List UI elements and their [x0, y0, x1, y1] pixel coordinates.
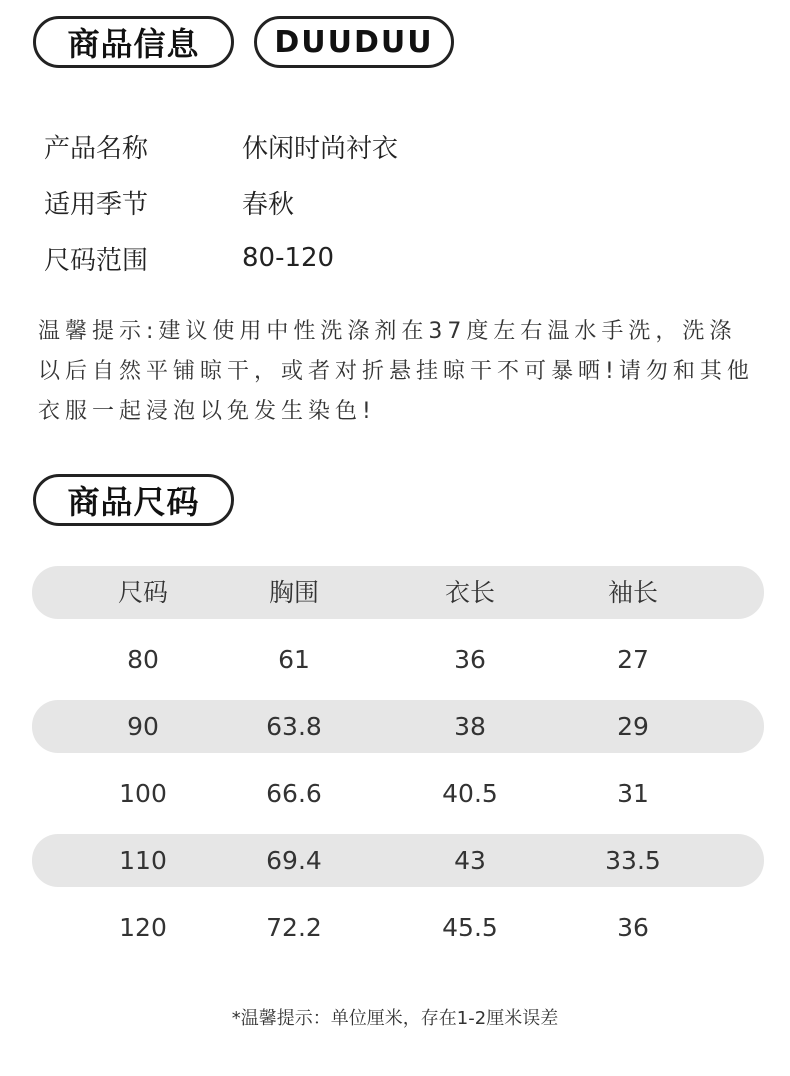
table-cell: 43 [454, 846, 486, 875]
info-label: 尺码范围 [44, 245, 149, 276]
info-value: 80-120 [242, 243, 335, 273]
table-cell: 27 [617, 645, 649, 674]
info-label: 产品名称 [44, 133, 149, 164]
product-info-title: 商品信息 [67, 25, 200, 63]
column-header: 胸围 [268, 578, 319, 607]
table-row [32, 700, 764, 753]
table-cell: 29 [617, 712, 649, 741]
info-value: 春秋 [242, 189, 295, 220]
info-row-name [44, 128, 398, 164]
table-header-row [32, 566, 764, 619]
table-row [32, 901, 764, 954]
table-cell: 31 [617, 779, 649, 808]
table-cell: 72.2 [266, 913, 322, 942]
table-cell: 110 [119, 846, 167, 875]
table-cell: 40.5 [442, 779, 498, 808]
column-header: 衣长 [444, 578, 495, 607]
table-cell: 38 [454, 712, 486, 741]
footnote: *温馨提示：单位厘米，存在1-2厘米误差 [231, 1008, 559, 1029]
info-label: 适用季节 [44, 189, 149, 220]
column-header: 袖长 [607, 578, 658, 607]
table-cell: 90 [127, 712, 159, 741]
column-header: 尺码 [117, 578, 168, 607]
table-cell: 100 [119, 779, 167, 808]
table-cell: 80 [127, 645, 159, 674]
table-cell: 33.5 [605, 846, 661, 875]
brand-logo: DUUDUU [274, 24, 434, 60]
info-row-size-range [44, 240, 334, 276]
table-row [32, 767, 764, 820]
table-cell: 45.5 [442, 913, 498, 942]
table-cell: 36 [454, 645, 486, 674]
size-table [32, 566, 764, 968]
product-info-title-pill [33, 16, 234, 68]
table-row [32, 834, 764, 887]
table-row [32, 633, 764, 686]
table-cell: 36 [617, 913, 649, 942]
info-row-season [44, 184, 294, 220]
info-value: 休闲时尚衬衣 [242, 133, 399, 164]
table-cell: 63.8 [266, 712, 322, 741]
brand-logo-pill [254, 16, 454, 68]
size-title-pill [33, 474, 234, 526]
size-section-title: 商品尺码 [67, 483, 200, 521]
table-cell: 120 [119, 913, 167, 942]
care-tip-text: 温馨提示:建议使用中性洗涤剂在37度左右温水手洗，洗涤以后自然平铺晾干，或者对折悬挂晾干不可暴晒!请勿和其他衣服一起浸泡以免发生染色! [38, 319, 754, 424]
table-cell: 69.4 [266, 846, 322, 875]
table-cell: 66.6 [266, 779, 322, 808]
table-cell: 61 [278, 645, 310, 674]
